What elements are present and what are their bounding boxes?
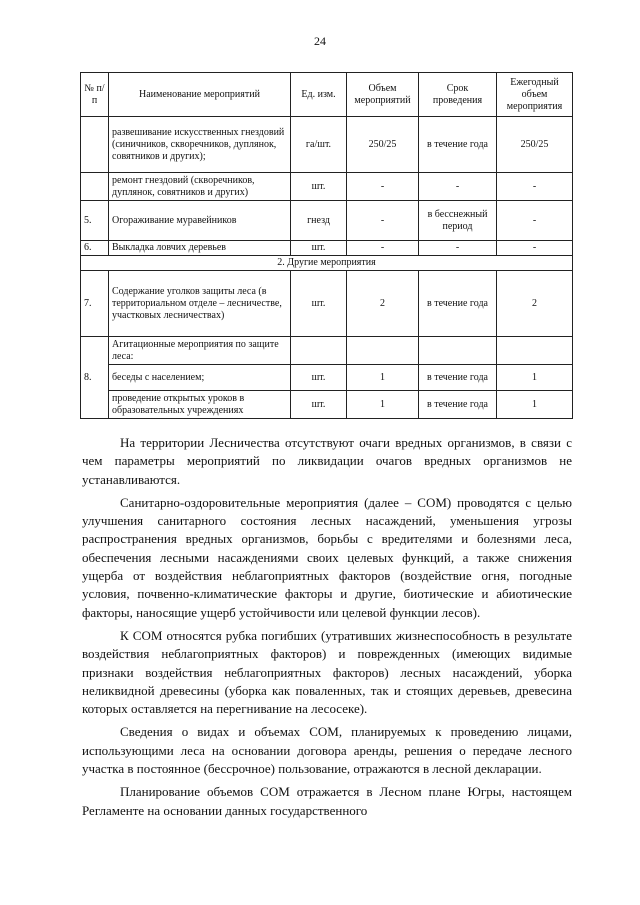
cell-name: беседы с населением; xyxy=(109,365,291,391)
cell-unit: шт. xyxy=(291,241,347,256)
table-row xyxy=(81,365,573,391)
paragraph: Санитарно-оздоровительные мероприятия (далее – СОМ) проводятся с целью улучшения санитарного состояния лесных насаждений, уменьшения угрозы распространения вредных организмов, борьбы с вредителями и болезнями леса, обеспечения лесными насаждениями своих целевых функций, а также снижения ущерба от воздействия неблагоприятных факторов (воздействие огня, погодные условия, почвенно-климатические факторы и другие, биотические и абиотические факторы, наносящие ущерб устойчивости или целевой функции лесов). xyxy=(82,494,572,620)
cell-annual: 2 xyxy=(497,271,573,337)
cell-empty xyxy=(291,337,347,365)
header-volume: Объем мероприятий xyxy=(347,73,419,117)
cell-volume: 2 xyxy=(347,271,419,337)
page-number: 24 xyxy=(314,34,326,48)
table-row xyxy=(81,173,573,201)
cell-num xyxy=(81,173,109,201)
paragraph: Сведения о видах и объемах СОМ, планируемых к проведению лицами, использующими леса на основании договора аренды, решения о передаче лесного участка в постоянное (бессрочное) пользование, отражаются в лесной декларации. xyxy=(82,724,572,777)
table-row xyxy=(81,337,573,365)
cell-term: в бесснежный период xyxy=(419,201,497,241)
cell-empty xyxy=(347,337,419,365)
cell-term: в течение года xyxy=(419,365,497,391)
table-row xyxy=(81,117,573,173)
header-unit: Ед. изм. xyxy=(291,73,347,117)
cell-name: Содержание уголков защиты леса (в территориальном отделе – лесничестве, участковых лесничествах) xyxy=(109,271,291,337)
table-row xyxy=(81,241,573,256)
paragraph: На территории Лесничества отсутствуют очаги вредных организмов, в связи с чем параметры мероприятий по ликвидации очагов вредных организмов не устанавливаются. xyxy=(82,435,572,487)
cell-volume: - xyxy=(347,201,419,241)
table-row xyxy=(81,391,573,419)
cell-unit: шт. xyxy=(291,365,347,391)
table-header-row xyxy=(81,73,573,117)
paragraph: К СОМ относятся рубка погибших (утративших жизнеспособность в результате воздействия неблагоприятных факторов) и поврежденных (имеющих видимые признаки воздействия неблагоприятных факторов) лесных насаждений, уборка неликвидной древесины (уборка как поваленных, так и стоящих деревьев, древесина которых оставляется на перегнивание на лесосеке). xyxy=(82,627,572,717)
cell-num: 8. xyxy=(81,337,109,419)
table-row xyxy=(81,201,573,241)
cell-annual: - xyxy=(497,173,573,201)
cell-term: в течение года xyxy=(419,117,497,173)
cell-empty xyxy=(497,337,573,365)
cell-volume: 1 xyxy=(347,391,419,419)
section-title: 2. Другие мероприятия xyxy=(81,256,573,271)
cell-name: развешивание искусственных гнездовий (синичников, скворечников, дуплянок, совятников и других); xyxy=(109,117,291,173)
paragraph: Планирование объемов СОМ отражается в Лесном плане Югры, настоящем Регламенте на основании данных государственного xyxy=(82,784,572,818)
cell-name: Огораживание муравейников xyxy=(109,201,291,241)
cell-annual: 250/25 xyxy=(497,117,573,173)
cell-unit: гнезд xyxy=(291,201,347,241)
header-annual: Ежегодный объем мероприятия xyxy=(497,73,573,117)
cell-volume: 1 xyxy=(347,365,419,391)
cell-num xyxy=(81,117,109,173)
cell-term: в течение года xyxy=(419,391,497,419)
cell-empty xyxy=(419,337,497,365)
cell-annual: 1 xyxy=(497,391,573,419)
cell-name: Выкладка ловчих деревьев xyxy=(109,241,291,256)
cell-term: - xyxy=(419,241,497,256)
cell-unit: шт. xyxy=(291,391,347,419)
cell-unit: шт. xyxy=(291,173,347,201)
cell-num: 7. xyxy=(81,271,109,337)
forest-protection-table xyxy=(80,72,573,419)
cell-annual: - xyxy=(497,201,573,241)
cell-num: 6. xyxy=(81,241,109,256)
header-num: № п/п xyxy=(81,73,109,117)
cell-annual: - xyxy=(497,241,573,256)
cell-volume: - xyxy=(347,173,419,201)
section-row xyxy=(81,256,573,271)
cell-term: - xyxy=(419,173,497,201)
cell-num: 5. xyxy=(81,201,109,241)
table-row xyxy=(81,271,573,337)
header-name: Наименование мероприятий xyxy=(109,73,291,117)
cell-term: в течение года xyxy=(419,271,497,337)
cell-name: Агитационные мероприятия по защите леса: xyxy=(109,337,291,365)
cell-volume: 250/25 xyxy=(347,117,419,173)
cell-volume: - xyxy=(347,241,419,256)
cell-annual: 1 xyxy=(497,365,573,391)
body-text xyxy=(82,434,572,820)
cell-unit: га/шт. xyxy=(291,117,347,173)
cell-name: проведение открытых уроков в образовательных учреждениях xyxy=(109,391,291,419)
cell-name: ремонт гнездовий (скворечников, дуплянок, совятников и других) xyxy=(109,173,291,201)
header-term: Срок проведения xyxy=(419,73,497,117)
cell-unit: шт. xyxy=(291,271,347,337)
